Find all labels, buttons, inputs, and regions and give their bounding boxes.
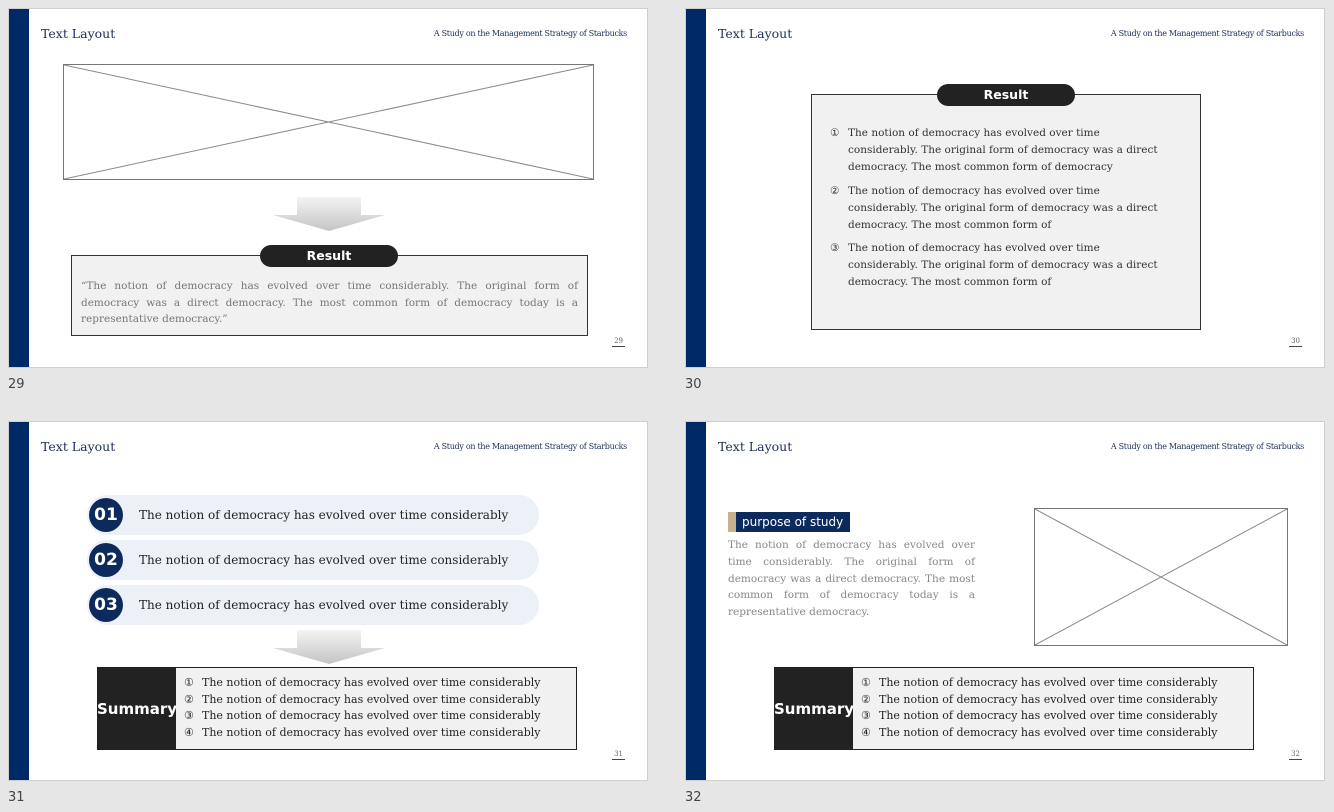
result-item-3	[830, 240, 1162, 291]
page-number: 30	[1291, 337, 1300, 345]
slide-subtitle: A Study on the Management Strategy of Starbucks	[433, 442, 627, 451]
purpose-label: purpose of study	[736, 512, 850, 532]
slide-label-31: 31	[8, 790, 25, 805]
slide-label-30: 30	[685, 377, 702, 392]
image-placeholder	[1034, 508, 1288, 646]
slide-title: Text Layout	[41, 439, 116, 454]
summary-item: ③ The notion of democracy has evolved over time considerably	[861, 709, 1218, 723]
item-text: The notion of democracy has evolved over time considerably. The original form of democracy was a direct democracy. The most common form of	[848, 242, 1158, 288]
result-item-2	[830, 183, 1162, 234]
summary-box	[97, 667, 577, 750]
item-number: ③	[830, 242, 840, 254]
summary-label: Summary	[98, 668, 176, 749]
slide-title: Text Layout	[718, 26, 793, 41]
slide-29[interactable]	[8, 8, 648, 368]
row-text: The notion of democracy has evolved over time considerably	[139, 508, 509, 522]
row-text: The notion of democracy has evolved over time considerably	[139, 598, 509, 612]
slide-label-29: 29	[8, 377, 25, 392]
result-quote: “The notion of democracy has evolved over time considerably. The original form of democracy was a direct democracy. The most common form of democracy today is a representative democracy.”	[81, 280, 578, 325]
summary-list	[184, 675, 540, 741]
purpose-paragraph: The notion of democracy has evolved over time considerably. The original form of democracy was a direct democracy. The most common form of democracy today is a representative democracy.	[728, 539, 975, 619]
slide-32[interactable]	[685, 421, 1325, 781]
row-text: The notion of democracy has evolved over time considerably	[139, 553, 509, 567]
slide-title: Text Layout	[41, 26, 116, 41]
numbered-row-3	[87, 585, 539, 625]
slide-subtitle: A Study on the Management Strategy of Starbucks	[1110, 442, 1304, 451]
item-text: The notion of democracy has evolved over time considerably. The original form of democracy was a direct democracy. The most common form of	[848, 185, 1158, 231]
image-placeholder	[63, 64, 594, 180]
summary-item: ④ The notion of democracy has evolved over time considerably	[184, 725, 541, 739]
item-text: The notion of democracy has evolved over time considerably. The original form of democracy was a direct democracy. The most common form of democracy	[848, 127, 1158, 173]
row-number-badge: 02	[89, 543, 123, 577]
accent-bar	[686, 422, 706, 780]
row-number-badge: 03	[89, 588, 123, 622]
page-number: 29	[614, 337, 623, 345]
page-number: 32	[1291, 750, 1300, 758]
accent-bar	[9, 422, 29, 780]
summary-item: ① The notion of democracy has evolved over time considerably	[861, 676, 1218, 689]
down-arrow-icon	[273, 630, 385, 664]
result-item-1	[830, 125, 1162, 176]
result-list-box	[811, 94, 1201, 330]
item-number: ②	[830, 185, 840, 197]
page-number: 31	[614, 750, 623, 758]
summary-box	[774, 667, 1254, 750]
numbered-row-2	[87, 540, 539, 580]
summary-list	[861, 675, 1217, 741]
slide-label-32: 32	[685, 790, 702, 805]
result-quote-box	[71, 255, 588, 336]
slide-subtitle: A Study on the Management Strategy of Starbucks	[433, 29, 627, 38]
numbered-row-1	[87, 495, 539, 535]
summary-item: ④ The notion of democracy has evolved over time considerably	[861, 725, 1218, 739]
accent-bar	[9, 9, 29, 367]
slide-subtitle: A Study on the Management Strategy of Starbucks	[1110, 29, 1304, 38]
summary-item: ② The notion of democracy has evolved over time considerably	[184, 692, 541, 706]
slide-31[interactable]	[8, 421, 648, 781]
summary-item: ① The notion of democracy has evolved over time considerably	[184, 676, 541, 689]
row-number-badge: 01	[89, 498, 123, 532]
down-arrow-icon	[273, 197, 385, 231]
slide-title: Text Layout	[718, 439, 793, 454]
slide-30[interactable]	[685, 8, 1325, 368]
summary-label: Summary	[775, 668, 853, 749]
summary-item: ② The notion of democracy has evolved over time considerably	[861, 692, 1218, 706]
item-number: ①	[830, 127, 840, 139]
accent-bar	[686, 9, 706, 367]
summary-item: ③ The notion of democracy has evolved over time considerably	[184, 709, 541, 723]
badge-accent	[728, 512, 736, 532]
result-label: Result	[937, 84, 1075, 106]
result-label: Result	[260, 245, 398, 267]
